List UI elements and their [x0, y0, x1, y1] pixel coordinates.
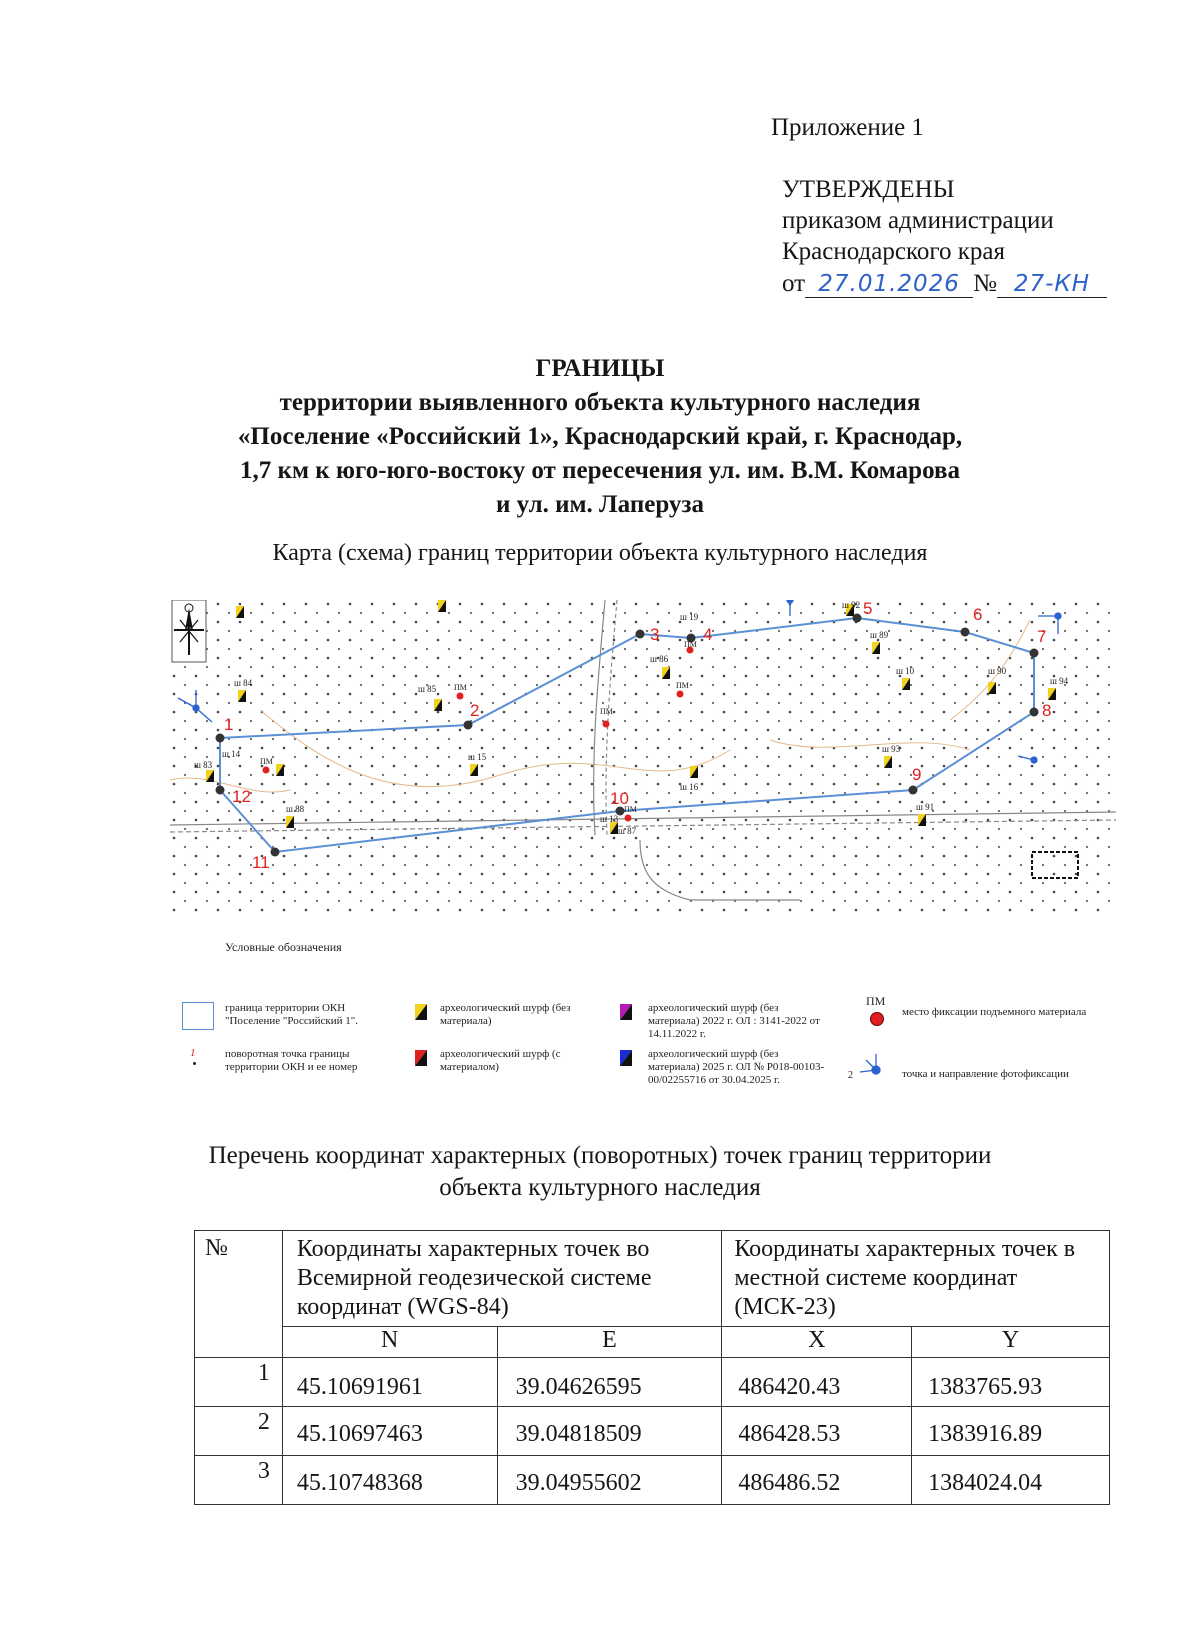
cell-n: 45.10697463	[282, 1407, 497, 1456]
pit-marker	[902, 678, 910, 690]
header-msk: Координаты характерных точек в местной системе координат (МСК-23)	[722, 1231, 1110, 1327]
cell-y: 1383765.93	[912, 1358, 1110, 1407]
pit-label: ш 86	[650, 654, 669, 664]
pit-marker	[988, 682, 996, 694]
coords-title-line-2: объекта культурного наследия	[439, 1174, 761, 1201]
find-marker	[677, 691, 684, 698]
pit-label: ш 10	[896, 666, 915, 676]
vertex-3	[636, 630, 645, 639]
point-label: 12	[232, 787, 251, 806]
approved-region: Краснодарского края	[782, 238, 1005, 265]
approved-heading: УТВЕРЖДЕНЫ	[782, 176, 955, 203]
date-field	[805, 271, 973, 298]
legend-pit-no-material-text: археологический шурф (без материала)	[440, 1002, 571, 1027]
document-title	[0, 352, 1200, 522]
handwritten-number: 27-КН	[1013, 271, 1091, 297]
cell-x: 486428.53	[722, 1407, 912, 1456]
point-label: 9	[912, 765, 922, 784]
pit-marker	[884, 756, 892, 768]
legend-find-label: ПМ	[866, 994, 886, 1008]
pit-label: ш 92	[842, 600, 861, 610]
approval-date-line	[782, 268, 1107, 299]
coords-title-line-1: Перечень координат характерных (поворотных) точек границ территории	[208, 1142, 992, 1169]
legend-boundary-text: граница территории ОКН "Поселение "Российский 1".	[225, 1002, 359, 1027]
appendix-label: Приложение 1	[771, 114, 924, 141]
header-wgs: Координаты характерных точек во Всемирной геодезической системе координат (WGS-84)	[282, 1231, 722, 1327]
point-label: 11	[252, 853, 270, 872]
pit-label: ш 91	[916, 802, 935, 812]
pit-marker	[236, 606, 244, 618]
handwritten-date: 27.01.2026	[818, 271, 960, 297]
cell-e: 39.04626595	[497, 1358, 722, 1407]
title-line-4: 1,7 км к юго-юго-востоку от пересечения ул. им. В.М. Комарова	[240, 457, 960, 484]
north-arrow-icon	[172, 600, 206, 662]
number-field	[997, 271, 1107, 298]
vertex-1	[216, 734, 225, 743]
pit-label: ш 89	[870, 630, 889, 640]
table-header-row	[195, 1231, 1110, 1327]
legend-turn-point-icon	[190, 1047, 196, 1059]
legend-pit-no-material-icon	[415, 1004, 427, 1020]
vertex-9	[909, 786, 918, 795]
legend-turn-point-text: поворотная точка границы территории ОКН и ее номер	[225, 1048, 358, 1073]
photo-sample: 2	[848, 1070, 853, 1081]
point-label: 5	[863, 600, 873, 618]
find-marker	[263, 767, 270, 774]
point-label: 2	[470, 701, 480, 720]
pit-label: ш 88	[286, 804, 305, 814]
find-marker	[603, 721, 610, 728]
find-marker	[457, 693, 464, 700]
pit-marker	[662, 667, 670, 679]
table-subheader-row	[195, 1327, 1110, 1358]
pit-marker	[470, 764, 478, 776]
cell-y: 1384024.04	[912, 1456, 1110, 1505]
point-label: 1	[224, 715, 234, 734]
pit-label: ш 93	[882, 744, 901, 754]
pit-label: ш 14	[222, 749, 241, 759]
table-row	[195, 1456, 1110, 1505]
find-marker	[625, 815, 632, 822]
cell-e: 39.04955602	[497, 1456, 722, 1505]
header-e: E	[497, 1327, 722, 1358]
vertex-12	[216, 786, 225, 795]
pit-marker	[1048, 688, 1056, 700]
cell-e: 39.04818509	[497, 1407, 722, 1456]
pit-marker	[286, 816, 294, 828]
legend-photo-text: точка и направление фотофиксации	[902, 1068, 1069, 1080]
pit-label: ш 90	[988, 666, 1007, 676]
pit-marker	[434, 699, 442, 711]
cell-n: 45.10748368	[282, 1456, 497, 1505]
pit-label: ш 19	[680, 612, 699, 622]
approved-by-order: приказом администрации	[782, 207, 1054, 234]
legend-pit-2025-text: археологический шурф (без материала) 2025 г. ОЛ № Р018-00103-00/02255716 от 30.04.2025 г.	[648, 1048, 825, 1086]
coordinates-table	[194, 1230, 1110, 1505]
pit-label: ш 13	[600, 814, 619, 824]
legend-pit-2025-icon	[620, 1050, 632, 1066]
point-label: 3	[650, 625, 660, 644]
header-x: X	[722, 1327, 912, 1358]
coords-title	[0, 1140, 1200, 1204]
pit-marker	[690, 766, 698, 778]
pit-marker	[872, 642, 880, 654]
title-line-3: «Поселение «Российский 1», Краснодарский край, г. Краснодар,	[237, 423, 963, 450]
header-y: Y	[912, 1327, 1110, 1358]
pit-marker	[238, 690, 246, 702]
map-background	[170, 600, 1116, 912]
title-line-5: и ул. им. Лаперуза	[496, 491, 704, 518]
title-line-1: ГРАНИЦЫ	[535, 355, 665, 382]
pit-marker	[918, 814, 926, 826]
from-prefix: от	[782, 270, 806, 297]
vertex-8	[1030, 708, 1039, 717]
header-n: N	[282, 1327, 497, 1358]
find-label: ПМ	[684, 640, 697, 649]
find-label: ПМ	[676, 681, 689, 690]
table-row	[195, 1358, 1110, 1407]
pit-marker	[438, 600, 446, 612]
vertex-11	[271, 848, 280, 857]
cell-y: 1383916.89	[912, 1407, 1110, 1456]
point-label: 8	[1042, 701, 1052, 720]
legend-pit-with-material-text: археологический шурф (с материалом)	[440, 1048, 561, 1073]
legend-pit-with-material-icon	[415, 1050, 427, 1066]
point-label: 10	[610, 789, 629, 808]
pit-label: ш 84	[234, 678, 253, 688]
title-line-2: территории выявленного объекта культурного наследия	[279, 389, 921, 416]
cell-x: 486420.43	[722, 1358, 912, 1407]
cell-x: 486486.52	[722, 1456, 912, 1505]
pit-label: ш 94	[1050, 676, 1069, 686]
number-prefix: №	[973, 270, 997, 297]
header-no: №	[195, 1231, 283, 1358]
cell-no: 2	[195, 1407, 283, 1456]
legend-title: Условные обозначения	[225, 940, 342, 954]
boundary-map	[170, 600, 1116, 912]
table-row	[195, 1407, 1110, 1456]
pit-label: ш 87	[618, 826, 637, 836]
pit-marker	[276, 764, 284, 776]
pit-label: ш 15	[468, 752, 487, 762]
legend-pit-2022-text: археологический шурф (без материала) 2022 г. ОЛ : 3141-2022 от 14.11.2022 г.	[648, 1002, 820, 1040]
cell-n: 45.10691961	[282, 1358, 497, 1407]
find-label: ПМ	[600, 707, 613, 716]
cell-no: 1	[195, 1358, 283, 1407]
pit-marker	[206, 770, 214, 782]
turn-point-sample: 1	[190, 1047, 196, 1059]
point-label: 6	[973, 605, 983, 624]
legend-boundary-swatch	[182, 1002, 214, 1030]
legend-pit-2022-icon	[620, 1004, 632, 1020]
vertex-7	[1030, 649, 1039, 658]
point-label: 7	[1037, 627, 1047, 646]
point-label: 4	[703, 625, 713, 644]
legend-find-icon	[870, 1012, 884, 1026]
legend-turn-point-dot	[193, 1062, 196, 1065]
pit-label: ш 16	[680, 782, 699, 792]
find-label: ПМ	[454, 683, 467, 692]
find-label: ПМ	[624, 805, 637, 814]
vertex-2	[464, 721, 473, 730]
map-caption: Карта (схема) границ территории объекта культурного наследия	[272, 540, 928, 566]
legend-photo-icon	[846, 1048, 890, 1082]
cell-no: 3	[195, 1456, 283, 1505]
pit-label: ш 85	[418, 684, 437, 694]
vertex-6	[961, 628, 970, 637]
legend-find-text: место фиксации подъемного материала	[902, 1006, 1087, 1018]
pit-label: ш 83	[194, 760, 213, 770]
find-label: ПМ	[260, 757, 273, 766]
